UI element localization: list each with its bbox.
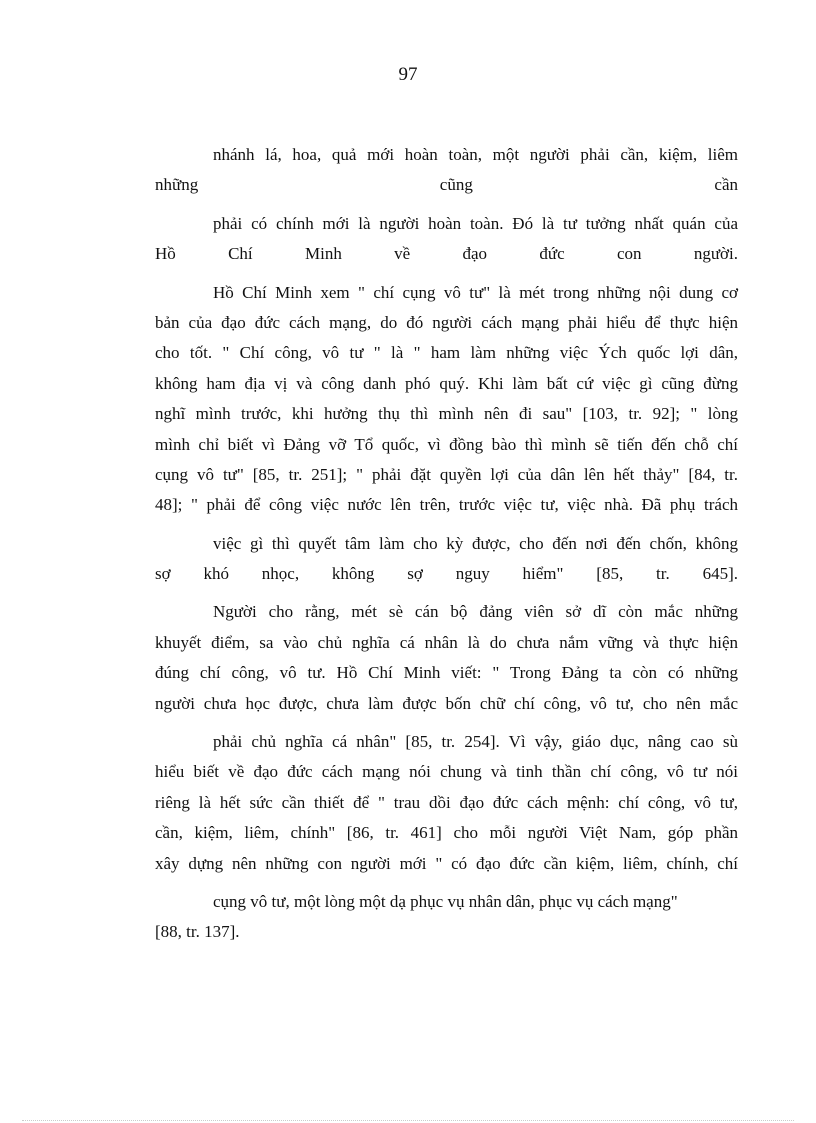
footer-divider [22, 1120, 794, 1121]
text-line: [88, tr. 137]. [155, 922, 240, 942]
text-line: phải chủ nghĩa cá nhân" [85, tr. 254]. Vì vậy, giáo dục, nâng cao sù [213, 732, 738, 752]
text-line: cho tốt. " Chí công, vô tư " là " ham làm những việc Ých quốc lợi dân, [155, 343, 738, 363]
text-line: người chưa học được, chưa làm được bốn chữ chí công, vô tư, cho nên mắc [155, 693, 738, 713]
text-line: Hồ Chí Minh xem " chí cụng vô tư" là mét trong những nội dung cơ [213, 282, 738, 302]
text-line: xây dựng nên những con người mới " có đạo đức cần kiệm, liêm, chính, chí [155, 853, 738, 873]
text-line: mình chỉ biết vì Đảng vỡ Tổ quốc, vì đồng bào thì mình sẽ tiến đến chỗ chí [155, 434, 738, 454]
text-line: cụng vô tư, một lòng một dạ phục vụ nhân dân, phục vụ cách mạng" [213, 891, 678, 911]
text-line: phải có chính mới là người hoàn toàn. Đó là tư tưởng nhất quán của [213, 213, 738, 233]
text-line: Hồ Chí Minh về đạo đức con người. [155, 244, 738, 264]
text-line: khuyết điểm, sa vào chủ nghĩa cá nhân là do chưa nắm vững và thực hiện [155, 632, 738, 652]
text-line: Người cho rằng, mét sè cán bộ đảng viên sở dĩ còn mắc những [213, 602, 738, 622]
text-line: nghĩ mình trước, khi hưởng thụ thì mình nên đi sau" [103, tr. 92]; " lòng [155, 404, 738, 424]
text-line: bản của đạo đức cách mạng, do đó người cách mạng phải hiểu để thực hiện [155, 312, 738, 332]
text-line: hiểu biết về đạo đức cách mạng nói chung và tinh thần chí công, vô tư nói [155, 762, 738, 782]
text-line: riêng là hết sức cần thiết để " trau dồi đạo đức cách mệnh: chí công, vô tư, [155, 792, 738, 812]
text-line: sợ khó nhọc, không sợ nguy hiểm" [85, tr. 645]. [155, 564, 738, 584]
text-line: cụng vô tư" [85, tr. 251]; " phải đặt quyền lợi của dân lên hết thảy" [84, tr. [155, 464, 738, 484]
text-line: đúng chí công, vô tư. Hồ Chí Minh viết: " Trong Đảng ta còn có những [155, 663, 738, 683]
text-line: việc gì thì quyết tâm làm cho kỳ được, cho đến nơi đến chốn, không [213, 533, 738, 553]
page-number: 97 [398, 64, 418, 85]
text-line: không ham địa vị và công danh phó quý. Khi làm bất cứ việc gì cũng đừng [155, 373, 738, 393]
text-line: cần, kiệm, liêm, chính" [86, tr. 461] cho mỗi người Việt Nam, góp phần [155, 823, 738, 843]
text-line: nhánh lá, hoa, quả mới hoàn toàn, một người phải cần, kiệm, liêm [213, 145, 738, 164]
body-text [155, 140, 738, 948]
text-line: những cũng cần [155, 175, 738, 195]
text-line: 48]; " phải để công việc nước lên trên, trước việc tư, việc nhà. Đã phụ trách [155, 495, 738, 515]
